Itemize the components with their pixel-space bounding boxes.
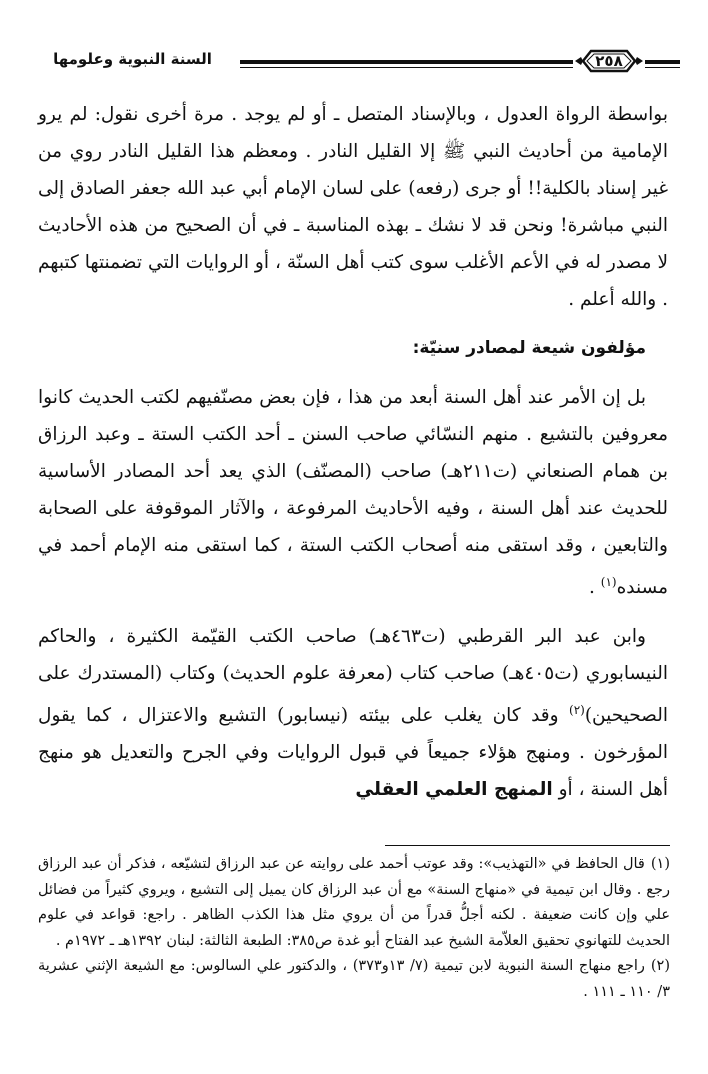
footnote-ref-1: (١) [600, 575, 617, 589]
footnote-rule [385, 845, 670, 846]
footnote-text: راجع منهاج السنة النبوية لابن تيمية (٧/ ١٣و٣٧٣) ، والدكتور علي السالوس: مع الشيعة الإثني عشرية ٣/ ١١٠ ـ ١١١ . [38, 958, 670, 1000]
footnote [38, 852, 670, 954]
paragraph-1: بواسطة الرواة العدول ، وبالإسناد المتصل ـ أو لم يوجد . مرة أخرى نقول: لم يرو الإمامية من أحاديث النبي ﷺ إلا القليل النادر . ومعظم هذا القليل النادر روي من غير إسناد بالكلية!! أو جرى (رفعه) على لسان الإمام أبي عبد الله جعفر الصادق إلى النبي مباشرة! ونحن قد لا نشك ـ بهذه المناسبة ـ في أن الصحيح من هذه الأحاديث لا مصدر له في الأعم الأغلب سوى كتب أهل السنّة ، أو الروايات التي تضمنتها كتبهم . والله أعلم . [38, 104, 668, 310]
section-heading: مؤلفون شيعة لمصادر سنيّة: [412, 338, 646, 358]
footnotes [38, 852, 670, 1005]
page-number-badge [573, 46, 645, 76]
page-header [30, 42, 680, 82]
paragraph-3-rest: وقد كان يغلب على بيئته (نيسابور) التشيع والاعتزال ، كما يقول المؤرخون . ومنهج هؤلاء جميعاً في قبول الروايات وفي الجرح والتعديل هو منهج أهل السنة ، أو [38, 705, 668, 801]
page-number: ٢٥٨ [595, 52, 623, 70]
paragraph-2 [38, 379, 668, 606]
footnote-ref-2: (٢) [569, 703, 585, 718]
paragraph-2-text: بل إن الأمر عند أهل السنة أبعد من هذا ، فإن بعض مصنّفيهم لكتب الحديث كانوا معروفين بالتشيع . منهم النسّائي صاحب السنن ـ أحد الكتب الستة ـ وعبد الرزاق بن همام الصنعاني (ت٢١١هـ) صاحب (المصنّف) الذي يعد أحد المصادر الأساسية للحديث عند أهل السنة ، وفيه الأحاديث المرفوعة ، والآثار الموقوفة على الصحابة والتابعين ، وقد استقى منه أصحاب الكتب الستة ، كما استقى منه الإمام أحمد في مسنده [38, 387, 668, 599]
paragraph-3-text: وابن عبد البر القرطبي (ت٤٦٣هـ) صاحب الكتب القيّمة الكثيرة ، والحاكم النيسابوري (ت٤٠٥هـ) صاحب كتاب (معرفة علوم الحديث) وكتاب (المستدرك على الصحيحين) [38, 626, 668, 727]
footnote [38, 954, 670, 1005]
footnote-text: قال الحافظ في «التهذيب»: وقد عوتب أحمد على روايته عن عبد الرزاق لتشيّعه ، فذكر أن عبد الرزاق رجع . وقال ابن تيمية في «منهاج السنة» مع أن عبد الرزاق كان يميل إلى التشيع ، ويروي كثيراً من فضائل علي وإن كانت ضعيفة . لكنه أجلُّ قدراً من أن يروي مثل هذا الكذب الظاهر . راجع: قواعد في علوم الحديث للتهانوي تحقيق العلاّمة الشيخ عبد الفتاح أبو غدة ص٣٨٥: الطبعة الثالثة: لبنان ١٣٩٢هـ ـ ١٩٧٢م . [38, 856, 670, 949]
paragraph-2-end: . [589, 577, 601, 599]
paragraph-3-bold: المنهج العلمي العقلي [355, 779, 553, 801]
footnote-number: (٢) [650, 958, 671, 974]
running-title: السنة النبوية وعلومها [53, 50, 212, 68]
paragraph-3 [38, 618, 668, 808]
footnote-number: (١) [650, 856, 670, 872]
main-text [38, 96, 668, 808]
